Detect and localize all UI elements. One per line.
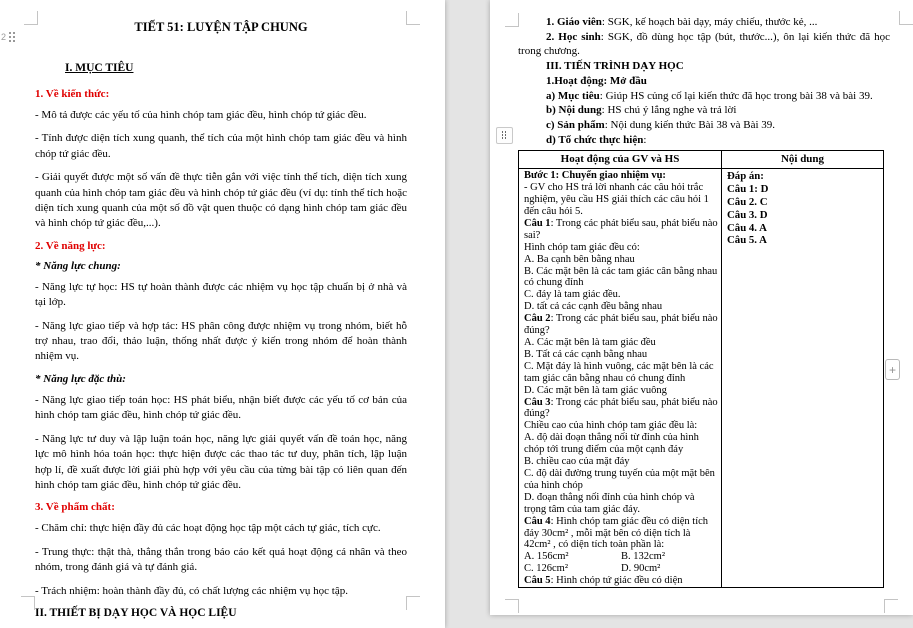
- line-label: III. TIẾN TRÌNH DẠY HỌC: [546, 60, 684, 73]
- plus-button[interactable]: +: [885, 359, 900, 380]
- line-muc-tieu: [518, 89, 890, 104]
- column-header-noi-dung: Nội dung: [722, 151, 884, 169]
- margin-page-number: 2: [1, 32, 7, 42]
- page-1-content: [0, 0, 445, 619]
- answer-line: Đáp án:: [727, 170, 764, 183]
- line-text: : SGK, kế hoạch bài dạy, máy chiếu, thước kẻ, ...: [601, 16, 818, 28]
- table-row: [519, 169, 884, 588]
- answer-line: Câu 2. C: [727, 195, 768, 208]
- table-paragraph: [524, 337, 718, 349]
- question-text: : Trong các phát biểu sau, phát biểu nào sai?: [524, 217, 718, 241]
- line-label: d) Tổ chức thực hiện: [546, 133, 644, 146]
- margin-mark-icon: [505, 13, 519, 27]
- question-label: Câu 4: [524, 515, 551, 527]
- table-paragraph: [524, 468, 718, 492]
- line-noi-dung: [518, 103, 890, 118]
- table-paragraph: [524, 182, 718, 218]
- column-header-gv-hs: Hoạt động của GV và HS: [519, 151, 722, 169]
- question-text: : Hình chóp tam giác đều có diện tích đáy 30cm² , mỗi mặt bên có diện tích là 42cm² , có diện tích toàn phần là:: [524, 515, 709, 551]
- table-header-row: [519, 151, 884, 169]
- paragraph: - Giải quyết được một số vấn đề thực tiễn gắn với việc tính thể tích, diện tích xung quanh của hình chóp tam giác đều và hình chóp tứ giác đều (ví dụ: tính thể tích hoặc diện tích xung quanh của một số đồ vật quen thuộc có dạng hình chóp tam giác đều và hình chóp tứ giác đều,...).: [35, 171, 407, 230]
- question-text: : Trong các phát biểu sau, phát biểu nào đúng?: [524, 396, 718, 420]
- table-paragraph: [524, 313, 718, 337]
- drag-handle-dots-icon[interactable]: [9, 31, 17, 44]
- answer-line: Câu 1: D: [727, 183, 769, 196]
- table-paragraph: [524, 575, 718, 587]
- paragraph: - Trung thực: thật thà, thẳng thắn trong báo cáo kết quả hoạt động cá nhân và theo nhóm, trong đánh giá và tự đánh giá.: [35, 545, 407, 574]
- cell-activities: [519, 169, 722, 588]
- question-text: - GV cho HS trả lời nhanh các câu hỏi trắc nghiệm, yêu cầu HS giải thích các câu hỏi 1 đến câu hỏi 5.: [524, 182, 709, 218]
- heading-pham-chat: 3. Về phẩm chất:: [35, 501, 115, 514]
- answer-option: C. 126cm²: [524, 563, 568, 575]
- line-label: 1. Giáo viên: [546, 16, 602, 28]
- line-label: c) Sản phẩm: [546, 118, 605, 131]
- line-text: : HS chú ý lắng nghe và trả lời: [601, 104, 737, 117]
- table-paragraph: [524, 563, 718, 575]
- line-label: a) Mục tiêu: [546, 89, 600, 102]
- line-text: :: [643, 133, 647, 146]
- paragraph: - Tính được diện tích xung quanh, thể tích của một hình chóp tam giác đều và hình chóp tứ giác đều.: [35, 132, 407, 160]
- margin-mark-icon: [406, 11, 420, 25]
- question-text: Hình chóp tam giác đều có:: [524, 241, 640, 253]
- paragraph: - Mô tả được các yếu tố của hình chóp tam giác đều, hình chóp tứ giác đều.: [35, 109, 367, 121]
- question-text: Chiều cao của hình chóp tam giác đều là:: [524, 420, 698, 432]
- page-2-content: [490, 0, 913, 588]
- question-text: D. Các mặt bên là tam giác vuông: [524, 384, 667, 396]
- heading-kien-thuc: 1. Về kiến thức:: [35, 88, 110, 100]
- cell-answers: [722, 169, 884, 588]
- line-label: 1.Hoạt động: Mở đầu: [546, 74, 647, 87]
- margin-mark-icon: [24, 11, 38, 25]
- table-paragraph: [524, 492, 718, 516]
- table-paragraph: [524, 397, 718, 421]
- page-title: TIẾT 51: LUYỆN TẬP CHUNG: [134, 20, 308, 34]
- question-text: B. Tất cả các cạnh bằng nhau: [524, 348, 648, 360]
- table-drag-handle[interactable]: [496, 127, 513, 144]
- table-paragraph: [524, 432, 718, 456]
- margin-mark-icon: [21, 596, 35, 610]
- question-label: Câu 5: [524, 575, 551, 587]
- line-text: : SGK, đồ dùng học tập (bút, thước...), ôn lại kiến thức đã học trong chương.: [518, 30, 890, 58]
- margin-mark-icon: [884, 599, 898, 613]
- line-hoc-sinh: [518, 30, 890, 59]
- page-2: [490, 0, 913, 615]
- section-heading-muc-tieu: I. MỤC TIÊU: [65, 62, 134, 74]
- answer-option: A. 156cm²: [524, 551, 569, 563]
- question-text: B. chiều cao của mặt đáy: [524, 456, 630, 468]
- margin-mark-icon: [406, 596, 420, 610]
- subheading-nang-luc-chung: * Năng lực chung:: [35, 259, 121, 272]
- paragraph: - Chăm chỉ: thực hiện đầy đủ các hoạt động học tập một cách tự giác, tích cực.: [35, 522, 381, 535]
- answer-line: Câu 4. A: [727, 221, 767, 234]
- page-1: [0, 0, 445, 628]
- activity-table: [518, 150, 884, 588]
- question-text: D. tất cả các cạnh đều bằng nhau: [524, 301, 663, 313]
- line-giao-vien: [518, 15, 890, 30]
- table-paragraph: [524, 456, 718, 468]
- subheading-nang-luc-dac-thu: * Năng lực đặc thù:: [35, 372, 126, 385]
- line-text: : Giúp HS củng cố lại kiến thức đã học trong bài 38 và bài 39.: [599, 89, 873, 102]
- line-label: b) Nội dung: [546, 104, 602, 117]
- line-label: 2. Học sinh: [546, 30, 601, 43]
- question-text: A. Ba cạnh bên bằng nhau: [524, 253, 635, 265]
- table-paragraph: [524, 242, 718, 254]
- table-paragraph: [524, 420, 718, 432]
- question-text: A. Các mặt bên là tam giác đều: [524, 337, 656, 349]
- line-tien-trinh: [518, 59, 890, 74]
- table-paragraph: [524, 218, 718, 242]
- question-text: B. Các mặt bên là các tam giác cân bằng nhau có chung đỉnh: [524, 265, 718, 289]
- drag-handle-dots-icon: [502, 131, 508, 140]
- heading-nang-luc: 2. Về năng lực:: [35, 239, 106, 252]
- margin-mark-icon: [505, 599, 519, 613]
- table-paragraph: [524, 385, 718, 397]
- question-text: D. đoạn thẳng nối đỉnh của hình chóp và trọng tâm của tam giác đáy.: [524, 491, 695, 515]
- question-label: Câu 1: [524, 217, 551, 229]
- table-paragraph: [524, 551, 718, 563]
- table-paragraph: [524, 349, 718, 361]
- question-text: C. độ dài đường trung tuyến của một mặt bên của hình chóp: [524, 467, 715, 491]
- table-paragraph: [524, 361, 718, 385]
- question-text: : Hình chóp tứ giác đều có diện: [550, 575, 683, 587]
- line-hoat-dong: [518, 74, 890, 89]
- line-to-chuc: [518, 133, 890, 148]
- question-label: Bước 1: Chuyển giao nhiệm vụ:: [524, 170, 666, 182]
- paragraph: - Năng lực giao tiếp và hợp tác: HS phân công được nhiệm vụ trong nhóm, biết hỗ trợ nhau, trao đổi, thảo luận, thống nhất được ý kiến trong nhóm để hoàn thành nhiệm vụ.: [35, 319, 407, 363]
- line-text: : Nội dung kiến thức Bài 38 và Bài 39.: [604, 118, 776, 131]
- question-text: : Trong các phát biểu sau, phát biểu nào đúng?: [524, 313, 718, 337]
- answer-option: D. 90cm²: [621, 563, 661, 575]
- paragraph: - Năng lực giao tiếp toán học: HS phát biểu, nhận biết được các yếu tố cơ bản của hình chóp tam giác đều, hình chóp tứ giác đều.: [35, 393, 407, 422]
- table-paragraph: [524, 254, 718, 266]
- table-paragraph: [524, 301, 718, 313]
- question-label: Câu 3: [524, 396, 551, 408]
- question-text: A. độ dài đoạn thẳng nối từ đỉnh của hình chóp tới trung điểm của một cạnh đáy: [524, 432, 699, 456]
- paragraph: - Năng lực tự học: HS tự hoàn thành được các nhiệm vụ học tập chuẩn bị ở nhà và tại lớp.: [35, 280, 407, 309]
- paragraph: - Trách nhiệm: hoàn thành đầy đủ, có chất lượng các nhiệm vụ học tập.: [35, 584, 348, 597]
- line-san-pham: [518, 118, 890, 133]
- question-text: C. Mặt đáy là hình vuông, các mặt bên là các tam giác cân bằng nhau có chung đỉnh: [524, 360, 714, 384]
- table-paragraph: [524, 170, 718, 182]
- table-paragraph: [524, 516, 718, 552]
- answer-line: Câu 5. A: [727, 234, 767, 247]
- answer-line: Câu 3. D: [727, 208, 768, 221]
- margin-mark-icon: [899, 11, 913, 25]
- question-label: Câu 2: [524, 313, 551, 325]
- paragraph: - Năng lực tư duy và lập luận toán học, năng lực giải quyết vấn đề toán học, năng lực mô hình hóa toán học: thực hiện được các thao tác tư duy, phân tích, lập luận hợp lí, đề xuất được lời giải phù hợp với yêu cầu của từng bài tập có liên quan đến hình chóp tam giác đều, hình chóp tứ giác đều.: [35, 432, 407, 491]
- table-paragraph: [524, 266, 718, 290]
- block-handle[interactable]: [1, 31, 17, 44]
- table-paragraph: [524, 289, 718, 301]
- answer-option: B. 132cm²: [621, 551, 665, 563]
- question-text: C. đáy là tam giác đều.: [524, 289, 621, 301]
- section-heading-thiet-bi: II. THIẾT BỊ DẠY HỌC VÀ HỌC LIỆU: [35, 606, 237, 619]
